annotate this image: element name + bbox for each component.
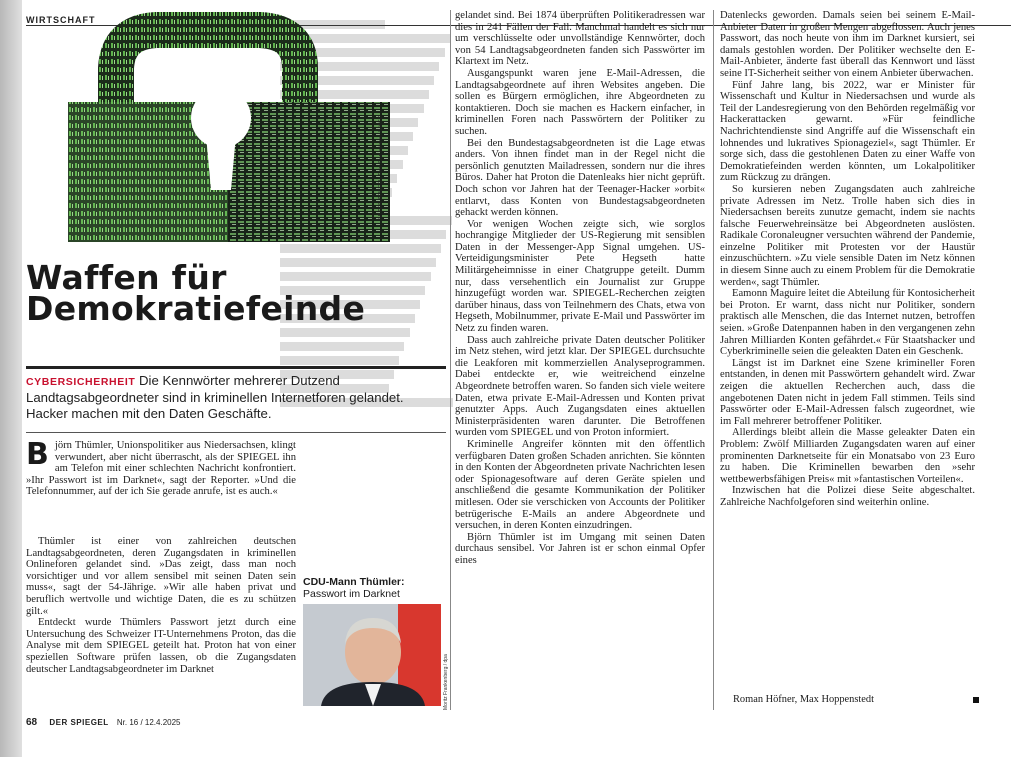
- column-rule: [450, 10, 451, 710]
- section-label: WIRTSCHAFT: [26, 15, 96, 25]
- binding-edge: [0, 0, 22, 757]
- teaser: [26, 373, 446, 422]
- person-icon: [303, 604, 441, 706]
- drop-cap: B: [26, 437, 49, 472]
- issue-info: Nr. 16 / 12.4.2025: [116, 718, 181, 727]
- paragraph: jörn Thümler, Unionspolitiker aus Niedersachsen, klingt verwundert, aber nicht überrascht, als der SPIEGEL ihn am Telefon mit einer schlechten Nachricht konfrontiert. »Ihr Passwort ist im Darknet«, sagt der Reporter. »Und die Telefonnummer, auf der ich Sie gerade anrufe, ist es auch.«: [26, 440, 296, 498]
- teaser-text: Die Kennwörter mehrerer Dutzend Landtagsabgeordneter sind in kriminellen Internetforen gelandet. Hacker machen mit den Daten Geschäfte.: [26, 373, 404, 421]
- paragraph: Thümler ist einer von zahlreichen deutschen Landtagsabgeordneten, deren Zugangsdaten in kriminellen Onlineforen gelandet sind. »Das zeigt, dass man noch vorsichtiger und vor allem sensibel mit seinen Daten sein muss«, sagt der 54-Jährige. »Wir alle haben privat und beruflich wertvolle und wichtige Daten, die es zu schützen gilt.«: [26, 536, 296, 617]
- headline-rule: [26, 366, 446, 369]
- paragraph: Inzwischen hat die Polizei diese Seite abgeschaltet. Zahlreiche Nachfolgeforen sind weiterhin online.: [720, 485, 975, 508]
- caption-bold: CDU-Mann Thümler:: [303, 576, 405, 588]
- padlock-icon: [38, 10, 390, 242]
- kicker: CYBERSICHERHEIT: [26, 376, 136, 388]
- paragraph: So kursieren neben Zugangsdaten auch zahlreiche private Adressen im Netz. Trolle haben sich dies in Niedersachsen bereits zunutze gemacht, indem sie nachts falsche Feuerwehreinsätze bei Abgeordneten auslösten. Radikale Coronaleugner versuchten während der Pandemie, einzelne Politiker mit Protesten vor der Haustür einzuschüchtern. »Zu viele sensible Daten im Netz können in diesem Sinne auch zu einem Problem für die Demokratie werden«, sagt Thümler.: [720, 183, 975, 288]
- paragraph: Dass auch zahlreiche private Daten deutscher Politiker im Netz stehen, wird jetzt klar. Der SPIEGEL durchsuchte die Leakforen mit kommerziellen Analyseprogrammen. Dabei entdeckte er, wie weitreichend einzelne Abgeordnete betroffen waren. So fanden sich viele weitere Daten, etwa private E-Mail-Adressen und Konten privat genutzter Apps. Auch Zugangsdaten eines aktuellen Ministerpräsidenten waren darunter. Die Betroffenen wurden vom SPIEGEL und von Proton informiert.: [455, 334, 705, 439]
- paragraph: Kriminelle Angreifer könnten mit den öffentlich verfügbaren Daten großen Schaden anrichten. Sie könnten in den Konten der Abgeordneten private Nachrichten lesen oder Spionagesoftware auf deren Geräte spielen und anschließend die gesamte Kommunikation der Politiker mitlesen. Oder sie verschicken von Accounts der Politiker betrügerische E-Mails an andere Abgeordnete und versuchen, in deren Konten einzudringen.: [455, 438, 705, 532]
- teaser-rule: [26, 432, 446, 433]
- column-2: [455, 10, 705, 567]
- show-through-line: [280, 244, 441, 253]
- show-through-line: [280, 328, 410, 337]
- paragraph: Vor wenigen Wochen zeigte sich, wie sorglos hochrangige Mitglieder der US-Regierung mit sensiblen Daten in der Messenger-App Signal umgehen. US-Verteidigungsminister Pete Hegseth hatte Militärgeheimnisse in einer Chatgruppe geteilt. Dumm nur, dass versehentlich ein Journalist zur Gruppe hinzugefügt worden war. SPIEGEL-Recherchen zeigten darüber hinaus, dass von Teilnehmern des Chats, etwa von Hegseth, Mobilnummer, private E-Mail und Passwörter im Netz zu finden waren.: [455, 218, 705, 335]
- padlock-illustration: [38, 10, 390, 242]
- column-rule: [713, 10, 714, 710]
- show-through-line: [280, 342, 404, 351]
- paragraph: Allerdings bleibt allein die Masse geleakter Daten ein Problem: Zwölf Milliarden Zugangsdaten waren auf einer prominenten Darknetseite für ein Monatsabo von 23 Euro zu haben. Die Kriminellen bewarben den »sehr wettbewerbsfähigen Preis« mit »fantastischen Vorteilen«.: [720, 427, 975, 485]
- portrait-caption: [303, 576, 443, 600]
- portrait-credit: Moritz Frankenberg / dpa: [443, 654, 449, 710]
- caption-text: Passwort im Darknet: [303, 588, 400, 600]
- end-mark-icon: [973, 697, 979, 703]
- paragraph: Längst ist im Darknet eine Szene krimineller Foren entstanden, in denen mit Passwörtern gehandelt wird. Zwar zeigen die aktuellen Recherchen auch, dass die angebotenen Daten nicht in jedem Fall stimmen. Teils sind Passwörter oder E-Mail-Adressen falsch zugeordnet, wie im Fall mehrerer betroffener Politiker.: [720, 357, 975, 427]
- paragraph: Bei den Bundestagsabgeordneten ist die Lage etwas anders. Von ihnen findet man in der Regel nicht die persönlich genutzten Mailadressen, sondern nur die ihres Büros. Daher hat Proton die Datenleaks hier nicht geprüft. Doch schon vor Jahren hat der Teenager-Hacker »orbit« entlarvt, dass Konten von Bundestagsabgeordneten gehackt werden können.: [455, 137, 705, 219]
- paragraph: Entdeckt wurde Thümlers Passwort jetzt durch eine Untersuchung des Schweizer IT-Unternehmens Proton, das die Analyse mit dem SPIEGEL geteilt hat. Proton hat von einer speziellen Software prüfen lassen, ob die Zugangsdaten deutscher Landtagsabgeordneter im Darknet: [26, 617, 296, 675]
- paragraph: Datenlecks geworden. Damals seien bei seinem E-Mail-Anbieter Daten in großen Mengen abgeflossen. Auch jenes Passwort, das noch heute von ihm im Darknet kursiert, sei damals gestohlen worden. Der Politiker wechselte den E-Mail-Anbieter, änderte fast überall das Kennwort und lässt seine IT-Sicherheit seither von einem Anbieter überwachen.: [720, 10, 975, 79]
- photo-credit: [M] DER SPIEGEL; Foto: Dan Istitene / IMAGO: [378, 115, 384, 220]
- magazine-name: DER SPIEGEL: [49, 718, 109, 727]
- paragraph: Björn Thümler ist im Umgang mit seinen Daten durchaus sensibel. Vor Jahren ist er schon einmal Opfer eines: [455, 531, 705, 566]
- page-footer: [26, 717, 326, 728]
- article-headline: Waffen für Demokratiefeinde: [26, 258, 366, 328]
- portrait-photo: [303, 604, 441, 706]
- paragraph: Ausgangspunkt waren jene E-Mail-Adressen, die Landtagsabgeordnete auf ihren Websites angeben. Die sollen es Bürgern ermöglichen, ihre Abgeordneten zu kontaktieren. Doch sie machen es Hackern einfacher, in kriminellen Foren nach Passwörtern der Politiker zu suchen.: [455, 67, 705, 137]
- paragraph: gelandet sind. Bei 1874 überprüften Politikeradressen war dies in 241 Fällen der Fall. Manchmal handelt es sich nur um verschlüsselte oder unvollständige Kennwörter, doch von 54 Landtagsabgeordneten fanden sich Passwörter im Klartext im Netz.: [455, 10, 705, 68]
- paragraph: Fünf Jahre lang, bis 2022, war er Minister für Wissenschaft und Kultur in Niedersachsen und wurde als Teil der Landesregierung von den Behörden regelmäßig vor Hackerattacken gewarnt. »Für feindliche Nachrichtendienste sind Angriffe auf die Wissenschaft ein lohnendes und lukratives Spionageziel«, sagt Thümler. Er sorge sich, dass die gestohlenen Daten zu einer Waffe von Demokratiefeinden werden könnten, um Lokalpolitiker zum Rückzug zu drängen.: [720, 79, 975, 184]
- paragraph: Eamonn Maguire leitet die Abteilung für Kontosicherheit bei Proton. Er warnt, dass nicht nur Politiker, sondern praktisch alle Menschen, die das Internet nutzen, betroffen seien. »Große Datenpannen haben in den vergangenen zehn Jahren Milliarden Konten gefährdet.« Für Staatshacker und Cyberkriminelle seien die geleakten Daten ein Geschenk.: [720, 288, 976, 358]
- page-number: 68: [26, 717, 38, 728]
- column-3: [720, 10, 975, 509]
- column-1-continued: [26, 536, 296, 675]
- show-through-line: [280, 356, 399, 365]
- author-byline: Roman Höfner, Max Hoppenstedt: [733, 694, 874, 705]
- column-1: [26, 437, 296, 498]
